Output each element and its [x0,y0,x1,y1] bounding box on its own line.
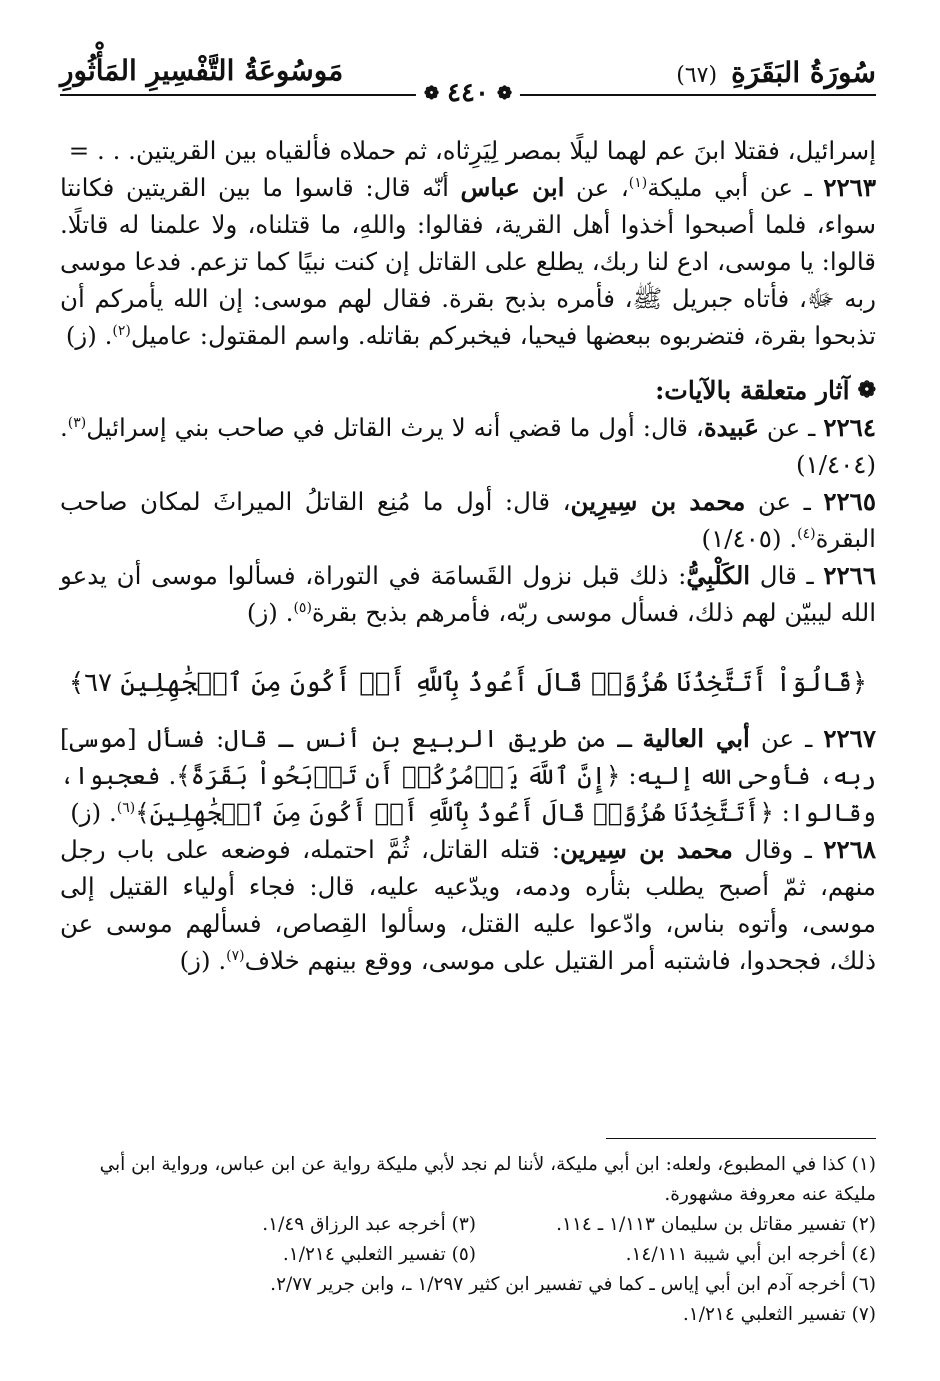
athar-text: : قتله القاتل، ثُمَّ احتمله، فوضعه على باب رجل منهم، ثمّ أصبح يطلب بثأره ودمه، ويدّعيه عليه، قال: فجاء أولياء القتيل إلى موسى، وأتوه بناس، وادّعوا عليه القتل، وسألوا القِصاص، فسألهم موسى عن ذلك، فجحدوا، فاشتبه أمر القتيل على موسى، ووقع بينهم خلاف [60,835,876,975]
book-title: مَوسُوعَةُ التَّفْسِيرِ المَأْثُورِ [60,54,344,87]
section-title-text: آثار متعلقة بالآيات: [655,376,850,405]
narrator-name: محمد بن سِيرين [560,835,733,864]
athar-text: أنّه قال: قاسوا ما بين القريتين فكانتا سواء، فلما أصبحوا أخذوا أهل القرية، فقالوا: واللهِ، ما قتلناه، ولا علمنا له قاتلًا. قالوا: يا موسى، ادع لنا ربك، يطلع على القاتل إن كنت نبيًا كما تزعم. فدعا موسى ربه ﷻ، فأتاه جبريل ﷺ، فأمره بذبح بقرة. فقال لهم موسى: إن الله يأمركم أن تذبحوا بقرة، فتضربوه ببعضها فيحيا، فيخبركم بقاتله. واسم المقتول: عاميل [60,173,877,350]
footnote-rule [606,1138,876,1139]
athar-number: ٢٢٦٤ [823,413,876,442]
athar-text: ، قال: أول ما مُنِع القاتلُ الميراثَ لمكان صاحب البقرة [60,487,876,553]
ayah-range: (٦٧) [676,63,718,88]
footnote-6: (٦) أخرجه آدم ابن أبي إياس ـ كما في تفسير ابن كثير ١/٢٩٧ ـ، وابن جرير ٢/٧٧. [270,1274,876,1295]
narrator-name: محمد بن سِيرِين [570,487,746,516]
footnote-ref[interactable]: (٢) [112,322,131,339]
athar-2264 [60,409,876,483]
surah-name: سُورَةُ البَقَرَةِ [731,56,876,89]
section-title [60,372,876,409]
narrator-name: عَبيدة [703,413,759,442]
athar-text: ، عن [564,173,629,202]
page [60,48,876,1348]
flower-icon: ❁ [857,377,876,403]
athar-number: ٢٢٦٥ [823,487,876,516]
footnote-4: (٤) أخرجه ابن أبي شيبة ١٤/١١١. [625,1244,876,1265]
footnote-ref[interactable]: (٦) [116,799,136,816]
athar-tail: . (ز) [70,798,117,827]
athar-number: ٢٢٦٦ [823,561,876,590]
footnote-7: (٧) تفسير الثعلبي ١/٢١٤. [682,1304,876,1325]
athar-text: ـ عن [745,487,811,516]
footnote-3: (٣) أخرجه عبد الرزاق ١/٤٩. [262,1214,476,1235]
continuation-paragraph: إسرائيل، فقتلا ابنَ عم لهما ليلًا بمصر لِيَرِثاه، ثم حملاه فألقياه بين القريتين. . . = [68,136,876,165]
footnote-ref[interactable]: (١) [628,174,648,191]
footnote-5: (٥) تفسير الثعلبي ١/٢١٤. [282,1244,476,1265]
athar-text: ـ وقال [732,835,812,864]
athar-text: ـ عن أبي مليكة [647,173,812,202]
footnote-1: (١) كذا في المطبوع، ولعله: ابن أبي مليكة، لأننا لم نجد لأبي مليكة رواية عن ابن عباس، ورواية ابن أبي مليكة عنه معروفة مشهورة. [99,1154,876,1205]
athar-2263 [60,169,876,354]
page-number: ٤٤٠ [447,78,489,108]
footnote-ref[interactable]: (٤) [797,525,816,542]
athar-text: ـ قال [750,561,814,590]
footnotes [60,1150,876,1330]
footnote-ref[interactable]: (٣) [67,414,87,431]
ornament-icon: ❁ [423,82,440,104]
narrator-name: ابن عباس [460,173,565,202]
athar-text: ـ عن [749,724,813,753]
athar-text: ـ من طريق الربيع بن أنس ـ قال: فسأل [موسى] ربه، فأوحى الله إليه: ﴿إِنَّ ٱللَّهَ يَأۡمُرُكُمۡ أَن تَذۡبَحُواْ بَقَرَةً﴾. فعجبوا، وقالوا: ﴿أَتَتَّخِذُنَا هُزُوًاۖ قَالَ أَعُوذُ بِٱللَّهِ أَنۡ أَكُونَ مِنَ ٱلۡجَٰهِلِينَ﴾ [60,724,876,827]
athar-number: ٢٢٦٨ [823,835,877,864]
page-header [60,48,876,108]
footnote-ref[interactable]: (٥) [293,599,312,616]
athar-tail: . (١/٤٠٤) [60,413,876,479]
narrator-name: أبي العالية [642,724,750,753]
athar-tail: . (ز) [65,321,113,350]
main-text [60,132,876,979]
footnote-2: (٢) تفسير مقاتل بن سليمان ١/١١٣ ـ ١١٤. [556,1214,876,1235]
athar-2266 [60,557,876,631]
athar-tail: . (ز) [246,598,294,627]
narrator-name: الكَلْبِيُّ [686,561,751,590]
athar-text: : ذلك قبل نزول القَسامَة في التوراة، فسألوا موسى أن يدعو الله ليبيّن لهم ذلك، فسأل موسى ربّه، فأمرهم بذبح بقرة [60,561,876,627]
athar-number: ٢٢٦٧ [823,724,876,753]
athar-text: ـ عن [758,413,816,442]
athar-2265 [60,483,876,557]
athar-tail: . (ز) [179,946,227,975]
footnote-ref[interactable]: (٧) [226,947,245,964]
surah-header [676,56,876,89]
athar-2267 [60,720,876,831]
athar-text: ، قال: أول ما قضي أنه لا يرث القاتل في صاحب بني إسرائيل [86,413,704,442]
athar-number: ٢٢٦٣ [823,173,876,202]
verse-text: ﴿قَالُوٓاْ أَتَتَّخِذُنَا هُزُوًاۖ قَالَ أَعُوذُ بِٱللَّهِ أَنۡ أَكُونَ مِنَ ٱلۡجَٰهِلِينَ ٦٧﴾ [68,668,868,698]
athar-tail: . (١/٤٠٥) [701,524,798,553]
athar-2268 [60,831,876,979]
footnote-row [60,1240,876,1270]
page-number-box [416,78,520,108]
footnote-row [60,1210,876,1240]
quran-verse [60,665,876,702]
ornament-icon: ❁ [496,82,513,104]
